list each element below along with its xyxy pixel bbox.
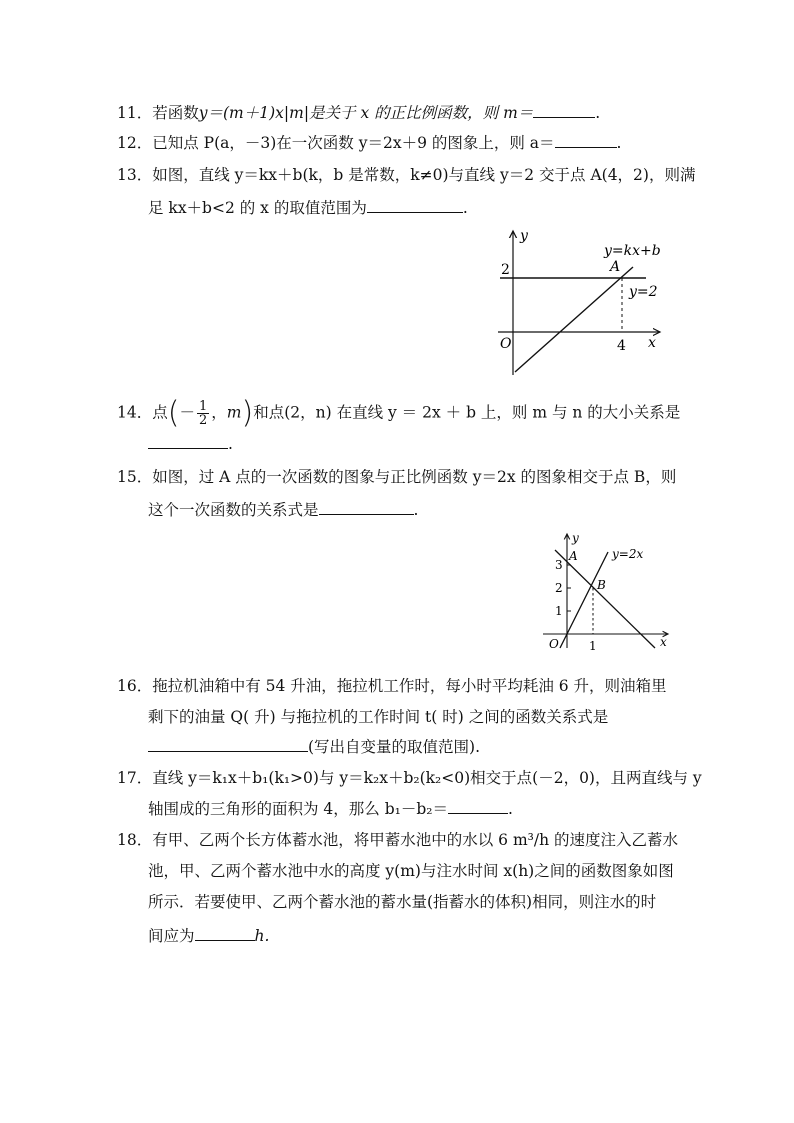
fig15-tick-3: 3 <box>555 558 563 572</box>
answer-blank-15[interactable] <box>319 500 414 515</box>
q12-number: 12． <box>117 134 153 152</box>
q11-number: 11． <box>117 104 153 122</box>
q15-end: . <box>413 501 419 519</box>
figure-15 <box>540 530 675 655</box>
fig15-origin: O <box>549 637 559 651</box>
line-kx-plus-b <box>515 267 633 372</box>
q12-text: 已知点 P(a，－3)在一次函数 y＝2x＋9 的图象上，则 a＝ <box>152 134 555 152</box>
fig13-tick-x: 4 <box>617 338 626 354</box>
q15-number: 15． <box>117 468 153 486</box>
answer-blank-17[interactable] <box>448 799 508 814</box>
q12-end: . <box>616 134 622 152</box>
fig13-y-label: y <box>520 228 528 244</box>
fig13-x-label: x <box>648 335 656 351</box>
q13-line2: 足 kx＋b<2 的 x 的取值范围为 <box>148 199 367 217</box>
answer-blank-14[interactable] <box>148 434 228 449</box>
q14-paren-open: ( <box>167 395 180 431</box>
q14-end: . <box>228 435 233 453</box>
answer-blank-11[interactable] <box>533 103 595 118</box>
q15-line2: 这个一次函数的关系式是 <box>148 501 319 519</box>
q18-line3: 所示．若要使甲、乙两个蓄水池的蓄水量(指蓄水的体积)相同，则注水的时 <box>148 893 657 911</box>
q16-number: 16． <box>117 677 153 695</box>
fig15-tick-1: 1 <box>555 604 563 618</box>
question-17-cont <box>148 799 513 819</box>
q16-line2: 剩下的油量 Q( 升) 与拖拉机的工作时间 t( 时) 之间的函数关系式是 <box>148 708 609 726</box>
fig15-tick-x: 1 <box>589 639 597 653</box>
fig15-tick-2: 2 <box>555 581 563 595</box>
fig13-line2-label: y=2 <box>629 284 658 300</box>
q16-line3: (写出自变量的取值范围). <box>308 738 481 756</box>
question-14: 14．点(－ $\frac{1}{2}$ ，m)和点(2，n) 在直线 y ＝ 2x ＋ b 上，则 m 与 n 的大小关系是 <box>117 395 681 431</box>
q17-line1: 直线 y＝k₁x＋b₁(k₁>0)与 y＝k₂x＋b₂(k₂<0)相交于点(－2，0)，且两直线与 y <box>152 769 702 787</box>
q14-number: 14． <box>117 403 153 422</box>
q17-number: 17． <box>117 769 153 787</box>
question-15 <box>117 467 676 487</box>
answer-blank-18[interactable] <box>195 926 255 941</box>
q13-number: 13． <box>117 166 153 184</box>
question-15-cont <box>148 500 418 520</box>
fig15-x-label: x <box>660 635 667 649</box>
question-14-cont <box>148 434 233 454</box>
q14-paren-close: ) <box>241 395 254 431</box>
q14-fraction <box>197 400 209 427</box>
q16-line1: 拖拉机油箱中有 54 升油，拖拉机工作时，每小时平均耗油 6 升，则油箱里 <box>152 677 667 695</box>
question-18-cont2 <box>148 892 656 912</box>
q15-line1: 如图，过 A 点的一次函数的图象与正比例函数 y＝2x 的图象相交于点 B，则 <box>152 468 677 486</box>
q11-text-a: 若函数 <box>152 104 199 122</box>
question-13-cont <box>148 198 468 218</box>
answer-blank-12[interactable] <box>555 133 617 148</box>
fig13-line1-label: y=kx+b <box>604 243 661 259</box>
q11-end: . <box>595 104 601 122</box>
q18-line2: 池，甲、乙两个蓄水池中水的高度 y(m)与注水时间 x(h)之间的函数图象如图 <box>148 862 674 880</box>
question-18 <box>117 830 678 850</box>
question-16-cont <box>148 707 608 727</box>
q17-line2: 轴围成的三角形的面积为 4，那么 b₁－b₂＝ <box>148 800 448 818</box>
question-11 <box>117 103 600 123</box>
q13-end: . <box>462 199 468 217</box>
fig15-y-label: y <box>572 531 579 545</box>
question-18-cont <box>148 861 674 881</box>
question-17 <box>117 768 702 788</box>
question-16 <box>117 676 667 696</box>
fig15-point-a: A <box>569 549 578 563</box>
fig15-line-label: y=2x <box>612 547 644 561</box>
q14-text-a: 点 <box>152 403 168 422</box>
q14-frac-num: 1 <box>198 399 208 414</box>
q17-end: . <box>508 800 513 818</box>
q14-frac-sign: － <box>179 403 195 422</box>
q14-frac-den: 2 <box>198 413 208 428</box>
answer-blank-16[interactable] <box>148 737 308 752</box>
question-18-cont3 <box>148 926 269 946</box>
q18-end: h. <box>254 927 270 945</box>
question-13 <box>117 165 695 185</box>
q14-m: m <box>226 403 242 422</box>
question-16-cont2 <box>148 737 480 757</box>
answer-blank-13[interactable] <box>367 198 463 213</box>
q11-text-b: y＝(m＋1)x|m|是关于 x 的正比例函数，则 m＝ <box>198 104 534 122</box>
q18-line1: 有甲、乙两个长方体蓄水池，将甲蓄水池中的水以 6 m³/h 的速度注入乙蓄水 <box>152 831 678 849</box>
fig13-tick-y: 2 <box>501 262 510 278</box>
q13-line1: 如图，直线 y＝kx＋b(k，b 是常数，k≠0)与直线 y＝2 交于点 A(4，2)，则满 <box>152 166 696 184</box>
figure-13 <box>490 225 670 380</box>
q18-number: 18． <box>117 831 153 849</box>
question-12 <box>117 133 621 153</box>
fig15-point-b: B <box>597 578 606 592</box>
fig13-origin: O <box>500 336 512 352</box>
q18-line4: 间应为 <box>148 927 195 945</box>
q14-text-b: 和点(2，n) 在直线 y ＝ 2x ＋ b 上，则 m 与 n 的大小关系是 <box>253 403 681 422</box>
fig13-point-a: A <box>610 259 621 275</box>
